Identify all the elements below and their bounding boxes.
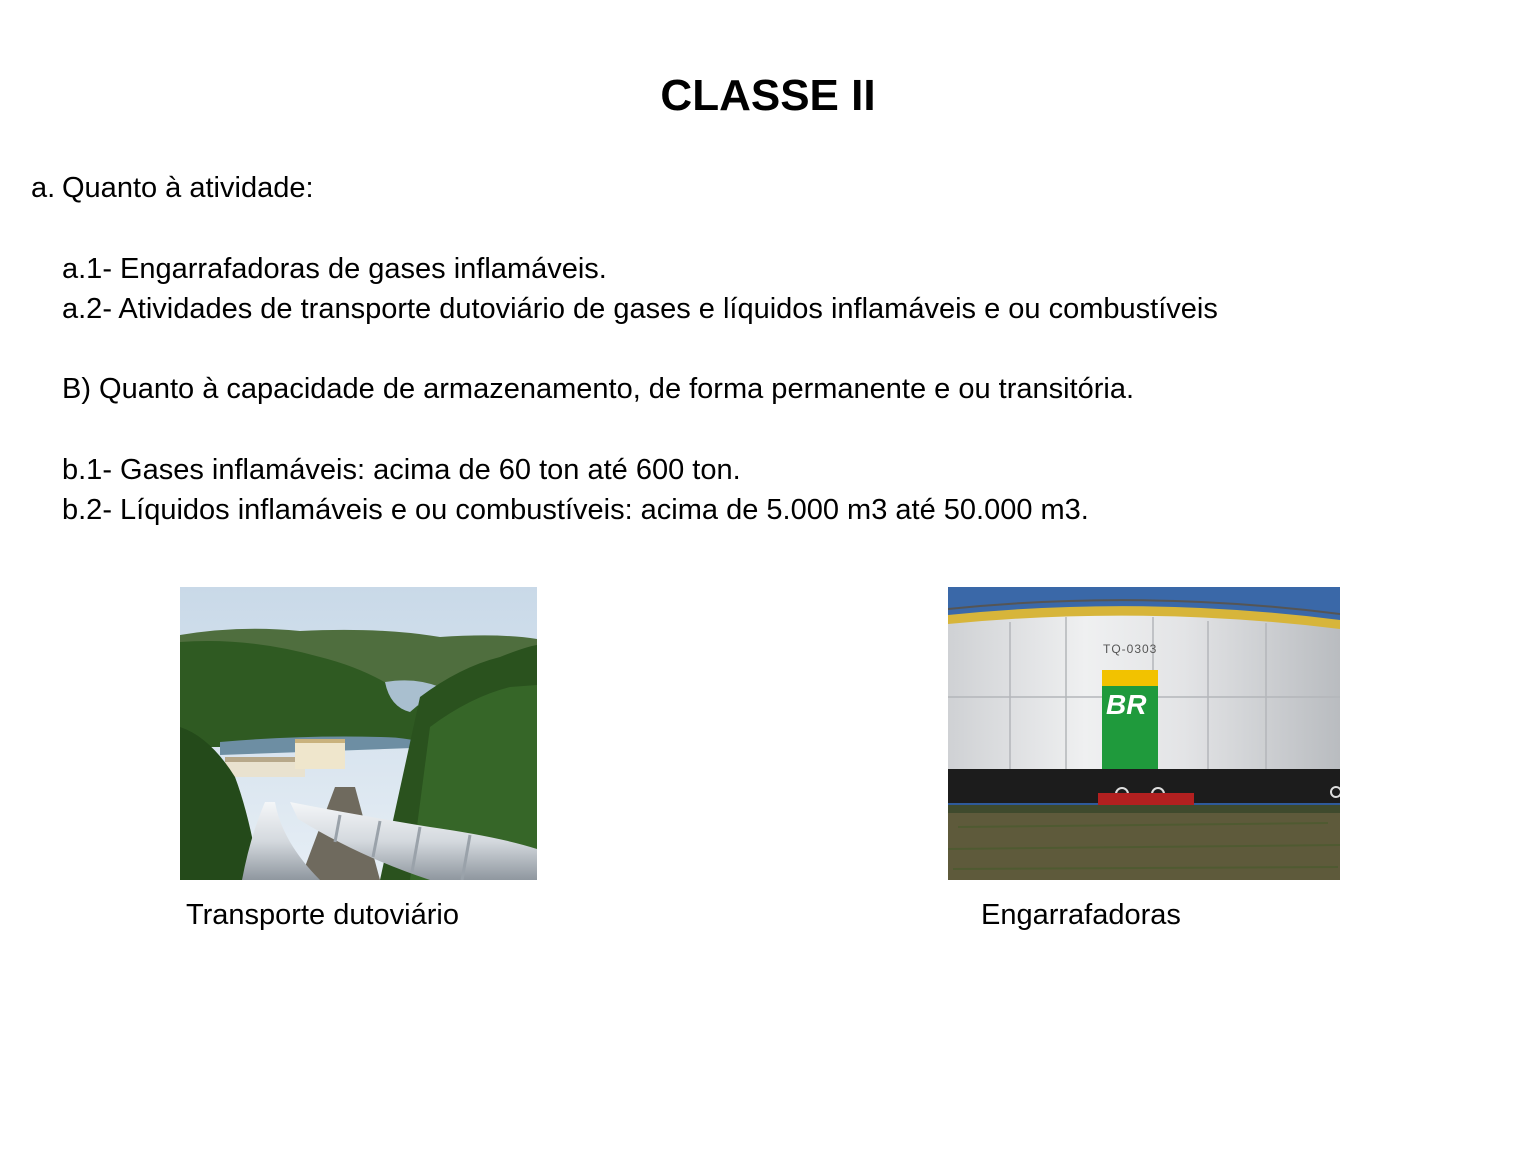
caption-pipeline: Transporte dutoviário bbox=[186, 899, 459, 931]
item-b2: b.2- Líquidos inflamáveis e ou combustíveis: acima de 5.000 m3 até 50.000 m3. bbox=[62, 494, 1089, 526]
svg-text:BR: BR bbox=[1106, 689, 1147, 720]
svg-text:TQ-0303: TQ-0303 bbox=[1103, 642, 1158, 656]
item-b1: b.1- Gases inflamáveis: acima de 60 ton até 600 ton. bbox=[62, 454, 741, 486]
section-b-heading: B) Quanto à capacidade de armazenamento, de forma permanente e ou transitória. bbox=[62, 373, 1135, 405]
item-a1: a.1- Engarrafadoras de gases inflamáveis. bbox=[62, 253, 607, 285]
storage-tank-photo bbox=[948, 587, 1340, 880]
item-a2: a.2- Atividades de transporte dutoviário de gases e líquidos inflamáveis e ou combustíveis bbox=[62, 293, 1218, 325]
section-a-heading: Quanto à atividade: bbox=[62, 172, 314, 204]
slide-title: CLASSE II bbox=[660, 71, 876, 120]
pipeline-photo bbox=[180, 587, 537, 880]
caption-bottling: Engarrafadoras bbox=[981, 899, 1181, 931]
list-marker-a: a. bbox=[31, 172, 56, 204]
